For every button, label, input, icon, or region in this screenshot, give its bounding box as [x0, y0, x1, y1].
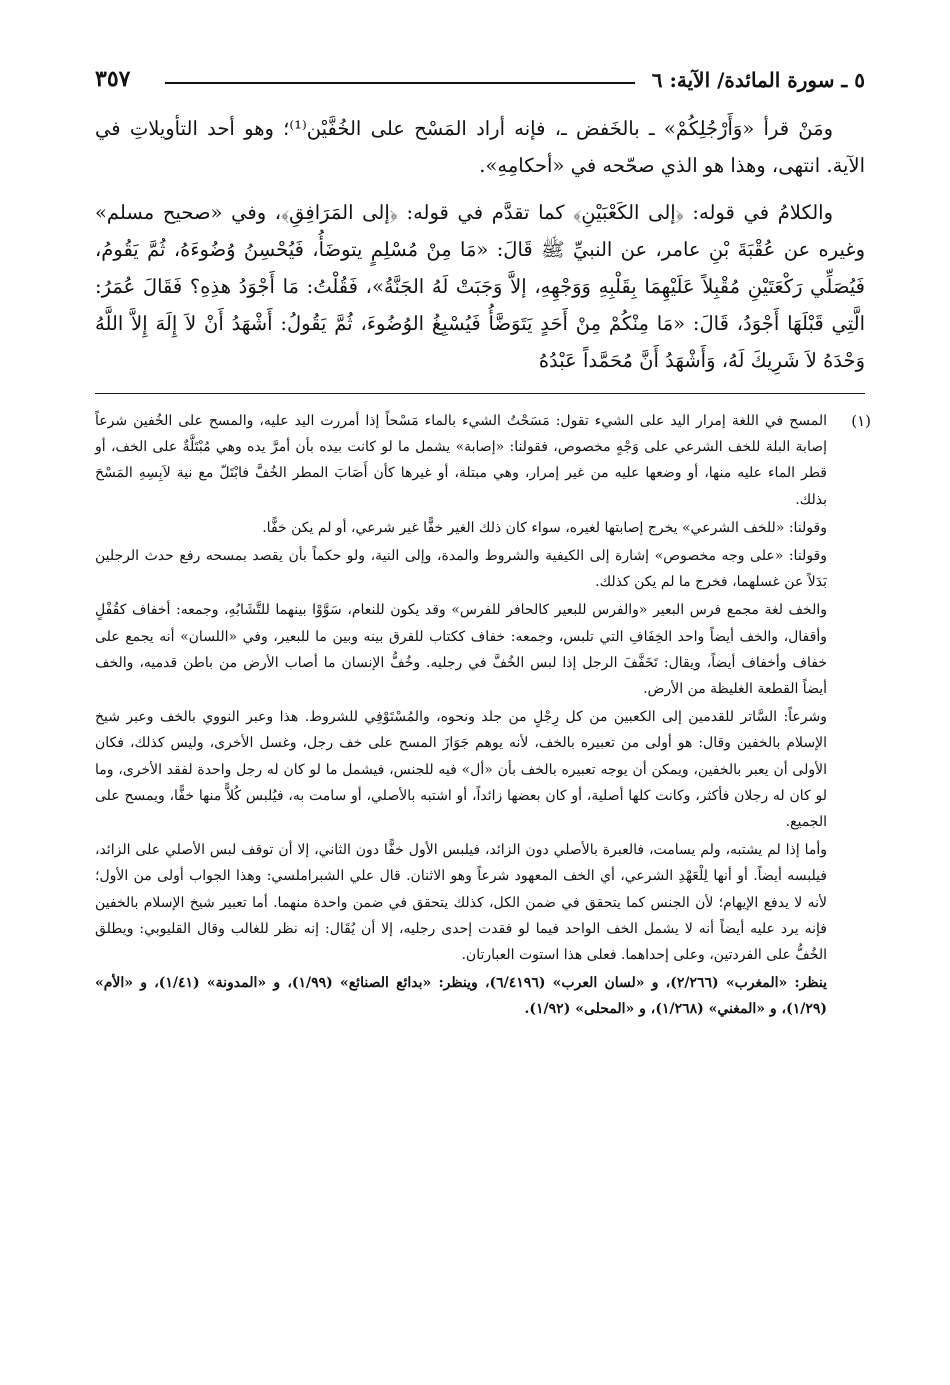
- book-page: [95, 60, 871, 1025]
- footnote-paragraph: وشرعاً: السَّاتر للقدمين إلى الكعبين من كل رِجْلٍ من جلد ونحوه، والمُسْتَوْفِي للشروط. هذا وعبر النووي بالخف وعبر شيخ الإسلام بالخفين وقال: هو أولى من تعبيره بالخف، لأنه يوهم جَوَازَ المسح على خف رجل، وغسل الأخرى، وليس كذلك، فكان الأولى أن يعبر بالخفين، ويمكن أن يوجه تعبيره بالخف بأن «أل» فيه للجنس، فيشمل ما لو كان له رجل واحدة لفقد الأخرى، وما لو كان له رجلان فأكثر، وكانت كلها أصلية، أو كان بعضها زائداً، أو اشتبه بالأصلي، أو سامت به، فيُلبس كُلاًّ منها خفًّا، ويمسح على الجميع.: [95, 709, 827, 831]
- header-rule: [165, 82, 635, 84]
- footnote-separator: [95, 393, 865, 394]
- running-title: ٥ ـ سورة المائدة/ الآية: ٦: [651, 68, 865, 92]
- footnote-paragraph: وقولنا: «على وجه مخصوص» إشارة إلى الكيفية والشروط والمدة، وإلى النية، ولو حكماً بأن يقصد بمسحه رفع حدث الرجلين بَدَلاً عن غسلهما، فخرج ما لم يكن كذلك.: [95, 548, 827, 591]
- page-header: [95, 60, 865, 100]
- footnote-paragraph: وأما إذا لم يشتبه، ولم يسامت، فالعبرة بالأصلي دون الزائد، فيلبس الأول خفًّا دون الثاني، إلا أن توقف لبس الأصلي على الزائد، فيلبسه أيضاً. أو أنها لِلْعَهْدِ الشرعي، أي الخف المعهود شرعاً وهو الاثنان. قال علي الشبراملسي: وهذا الجواب أولى من الأول؛ لأنه لا يدفع الإيهام؛ لأن الجنس كما يتحقق في ضمن الكل، كذلك يتحقق في ضمن واحدة منهما. أما تعبير شيخ الإسلام بالخفين فإنه يرد عليه أيضاً أنه لا يشمل الخف الواحد فيما لو فقدت إحدى رجليه، إلا أن يُقَال: إنه نظر للغالب وقال القليوبي: ويطلق الخُفُّ على الفردتين، وعلى إحداهما. فعلى هذا استوت العبارتان.: [95, 842, 827, 964]
- footnote-paragraph: وقولنا: «للخف الشرعي» يخرج إصابتها لغيره، سواء كان ذلك الغير خفًّا غير شرعي، أو لم يكن خفًّا.: [262, 519, 827, 536]
- footnote-references: ينظر: «المغرب» (٢/٢٦٦)، و «لسان العرب» (٦/٤١٩٦)، وينظر: «بدائع الصنائع» (١/٩٩)، و «المدونة» (١/٤١)، و «الأم» (١/٢٩)، و «المغني» (١/٢٦٨)، و «المحلى» (١/٩٢).: [95, 975, 827, 1018]
- main-paragraph: والكلامُ في قوله: ﴿إلى الكَعْبَيْنِ﴾ كما تقدَّم في قوله: ﴿إلى المَرَافِقِ﴾، وفي «صحيح مسلم» وغيره عن عُقْبَةَ بْنِ عامر، عن النبيِّ ﷺ قَالَ: «مَا مِنْ مُسْلِمٍ يتوضَأُ، فَيُحْسِنُ وُضُوءَهُ، ثُمَّ يَقُومُ، فَيُصَلِّي رَكْعَتَيْنِ مُقْبِلاً عَلَيْهِمَا بِقَلْبِهِ وَوَجْهِهِ، إلاَّ وَجَبَتْ لَهُ الجَنَّةُ»، فَقُلْتُ: مَا أَجْوَدُ هذِهِ؟ فَقَالَ عُمَرُ: الَّتِي قَبْلَهَا أَجْوَدُ، قَالَ: «مَا مِنْكُمْ مِنْ أَحَدٍ يَتَوَضَّأُ فَيُسْبِغُ الوُضُوءَ، ثُمَّ يَقُولُ: أَشْهَدُ أَنْ لاَ إِلَهَ إِلاَّ اللَّهُ وَحْدَهُ لاَ شَرِيكَ لَهُ، وَأَشْهَدُ أَنَّ مُحَمَّداً عَبْدُهُ: [95, 201, 865, 372]
- footnote-paragraph: المسح في اللغة إمرار اليد على الشيء تقول: مَسَحْتُ الشيء بالماء مَسْحاً إذا أمررت اليد عليه، والمسح على الخُفين شرعاً إصابة البلة للخف الشرعي على وَجْهٍ مخصوص، فقولنا: «إصابة» يشمل ما لو كانت بيده بأن أمرَّ يده وهي مُبْتَلَّةٌ على الخف، أو قطر الماء عليه منها، أو وضعها عليه من غير إمرار، وهي مبتلة، أو غيرها كأن أَصَابَ المطر الخُفَّ فابْتَلّ مع نية لاَبِسِهِ المَسْحَ بذلك.: [95, 413, 827, 508]
- footnote-number: (١): [851, 412, 871, 430]
- footnote-paragraph: والخف لغة مجمع فرس البعير «والفرس للبعير كالحافر للفرس» وقد يكون للنعام، سَوَّوْا بينهما للتَّشَابُهِ، وجمعه: أخفاف كقُفْلٍ وأقفال، والخف أيضاً واحد الخِفَافِ التي تلبس، وجمعه: خفاف ككتاب للفرق بينه وبين ما للبعير، وفي «اللسان» أنه يجمع على خفاف وأخفاف أيضاً، ويقال: تَخَفَّفَ الرجل إذا لبس الخُفَّ في رجليه. وخُفُّ الإنسان ما أصاب الأرض من باطن قدميه، والخف أيضاً القطعة الغليظة من الأرض.: [95, 602, 827, 698]
- page-number: ٣٥٧: [95, 66, 131, 92]
- main-paragraph: ومَنْ قرأ «وَأَرْجُلِكُمْ» ـ بالخَفض ـ، فإنه أراد المَسْح على الخُفَّيْن⁽¹⁾؛ وهو أحد التأويلاتِ في الآية. انتهى، وهذا هو الذي صحّحه في «أحكامِهِ».: [95, 117, 865, 177]
- footnotes: [95, 408, 871, 1023]
- main-text: [95, 110, 865, 379]
